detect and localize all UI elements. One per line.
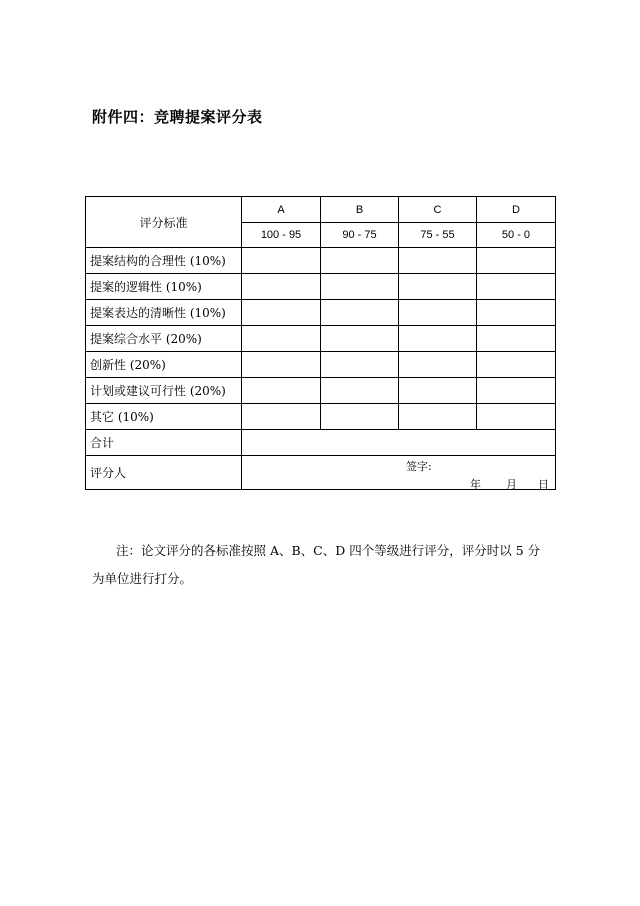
score-cell-b[interactable] [321,300,399,326]
score-cell-a[interactable] [242,274,321,300]
date-month-label: 月 [506,478,517,491]
score-cell-c[interactable] [399,326,477,352]
score-cell-b[interactable] [321,326,399,352]
document-title: 附件四：竞聘提案评分表 [92,108,263,126]
scorer-label: 评分人 [86,456,242,490]
score-cell-c[interactable] [399,352,477,378]
criterion-label: 提案综合水平 (20%) [86,326,242,352]
grade-d-label: D [477,197,556,223]
table-row [86,300,556,326]
date-day-label: 日 [538,478,549,491]
grade-d-range: 50 - 0 [477,223,556,248]
score-cell-d[interactable] [477,352,556,378]
signature-label: 签字: [406,460,432,473]
score-cell-d[interactable] [477,248,556,274]
table-row [86,326,556,352]
scorer-row [86,456,556,490]
grade-b-range: 90 - 75 [321,223,399,248]
criteria-header: 评分标准 [86,197,242,248]
footnote-line-2: 为单位进行打分。 [92,571,193,586]
score-cell-c[interactable] [399,378,477,404]
score-cell-d[interactable] [477,326,556,352]
score-cell-d[interactable] [477,378,556,404]
score-cell-b[interactable] [321,352,399,378]
criterion-label: 提案表达的清晰性 (10%) [86,300,242,326]
score-cell-b[interactable] [321,274,399,300]
total-cell[interactable] [242,430,556,456]
score-cell-d[interactable] [477,274,556,300]
grade-c-range: 75 - 55 [399,223,477,248]
footnote [92,537,562,593]
criterion-label: 创新性 (20%) [86,352,242,378]
score-cell-d[interactable] [477,300,556,326]
score-cell-c[interactable] [399,404,477,430]
table-row [86,248,556,274]
score-cell-b[interactable] [321,404,399,430]
score-cell-c[interactable] [399,300,477,326]
grade-a-range: 100 - 95 [242,223,321,248]
score-cell-a[interactable] [242,352,321,378]
score-cell-a[interactable] [242,378,321,404]
grade-b-label: B [321,197,399,223]
score-cell-b[interactable] [321,378,399,404]
score-cell-b[interactable] [321,248,399,274]
footnote-line-1: 注：论文评分的各标准按照 A、B、C、D 四个等级进行评分，评分时以 5 分 [116,543,541,558]
score-table [85,196,556,490]
score-cell-c[interactable] [399,248,477,274]
table-row [86,378,556,404]
grade-a-label: A [242,197,321,223]
signature-cell[interactable] [242,456,556,490]
grade-c-label: C [399,197,477,223]
table-row [86,274,556,300]
criterion-label: 提案的逻辑性 (10%) [86,274,242,300]
score-cell-a[interactable] [242,404,321,430]
total-row [86,430,556,456]
table-row [86,352,556,378]
score-cell-c[interactable] [399,274,477,300]
criterion-label: 其它 (10%) [86,404,242,430]
criterion-label: 提案结构的合理性 (10%) [86,248,242,274]
score-cell-a[interactable] [242,300,321,326]
score-cell-a[interactable] [242,248,321,274]
score-cell-a[interactable] [242,326,321,352]
table-row [86,404,556,430]
score-cell-d[interactable] [477,404,556,430]
grade-header-row [86,197,556,223]
total-label: 合计 [86,430,242,456]
date-year-label: 年 [470,478,481,491]
criterion-label: 计划或建议可行性 (20%) [86,378,242,404]
